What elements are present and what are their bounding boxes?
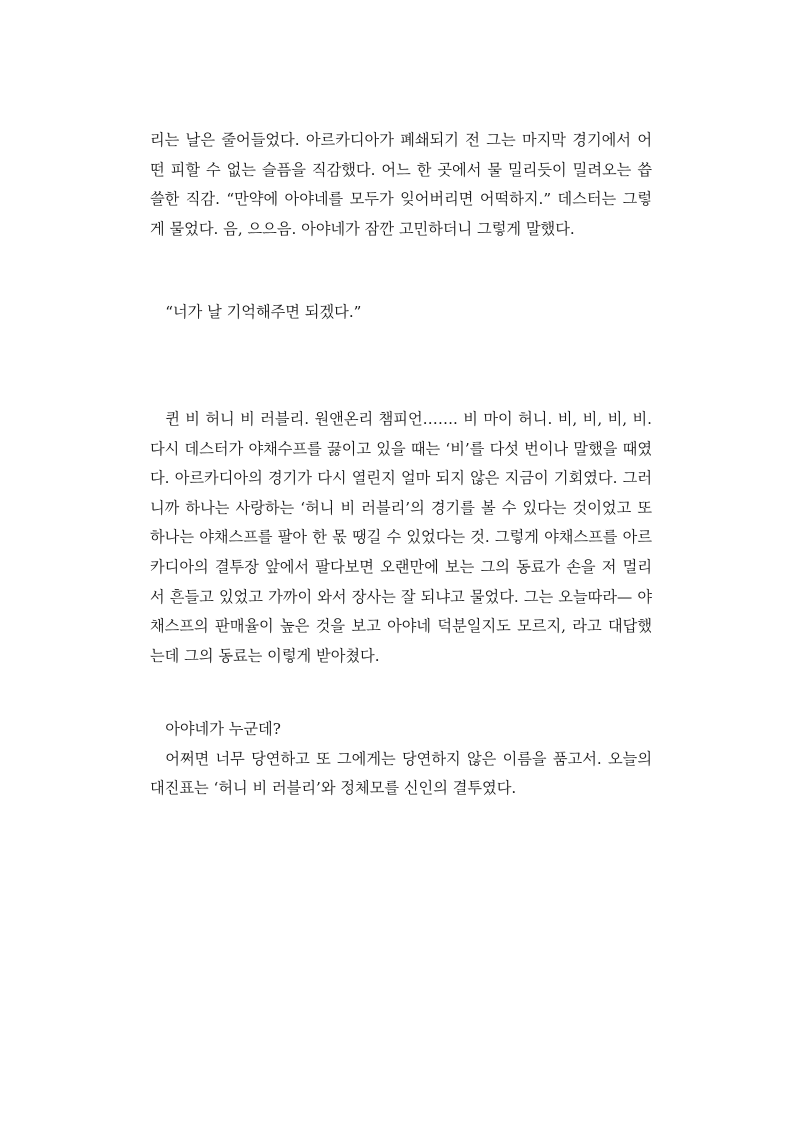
paragraph-5: 어쩌면 너무 당연하고 또 그에게는 당연하지 않은 이름을 품고서. 오늘의 대진표는 ‘허니 비 러블리’와 정체모를 신인의 결투였다.	[150, 749, 652, 798]
paragraph-3: 퀸 비 허니 비 러블리. 원앤온리 챔피언……. 비 마이 허니. 비, 비, 비, 비. 다시 데스터가 야채수프를 끓이고 있을 때는 ‘비’를 다섯 번이나 말했을 때였다. 아르카디아의 경기가 다시 열린지 얼마 되지 않은 지금이 기회였다. 그러니까 하나는 사랑하는 ‘허니 비 러블리’의 경기를 볼 수 있다는 것이었고 또 하나는 야채스프를 팔아 한 몫 땡길 수 있었다는 것. 그렇게 야채스프를 아르카디아의 결투장 앞에서 팔다보면 오랜만에 보는 그의 동료가 손을 저 멀리서 흔들고 있었고 가까이 와서 장사는 잘 되냐고 물었다. 그는 오늘따라— 야채스프의 판매율이 높은 것을 보고 아야네 덕분일지도 모르지, 라고 대답했는데 그의 동료는 이렇게 받아쳤다.	[150, 410, 652, 665]
text-block-quote	[150, 298, 652, 328]
text-block-scene	[150, 405, 652, 671]
paragraph-4: 아야네가 누군데?	[165, 720, 281, 738]
text-block-opening	[150, 126, 652, 244]
paragraph-2: “너가 날 기억해주면 되겠다.”	[165, 303, 362, 321]
paragraph-1: 리는 날은 줄어들었다. 아르카디아가 폐쇄되기 전 그는 마지막 경기에서 어떤 피할 수 없는 슬픔을 직감했다. 어느 한 곳에서 물 밀리듯이 밀려오는 씁쓸한 직감. “만약에 아야네를 모두가 잊어버리면 어떡하지.” 데스터는 그렇게 물었다. 음, 으으음. 아야네가 잠깐 고민하더니 그렇게 말했다.	[150, 131, 652, 238]
text-block-closing	[150, 715, 652, 804]
